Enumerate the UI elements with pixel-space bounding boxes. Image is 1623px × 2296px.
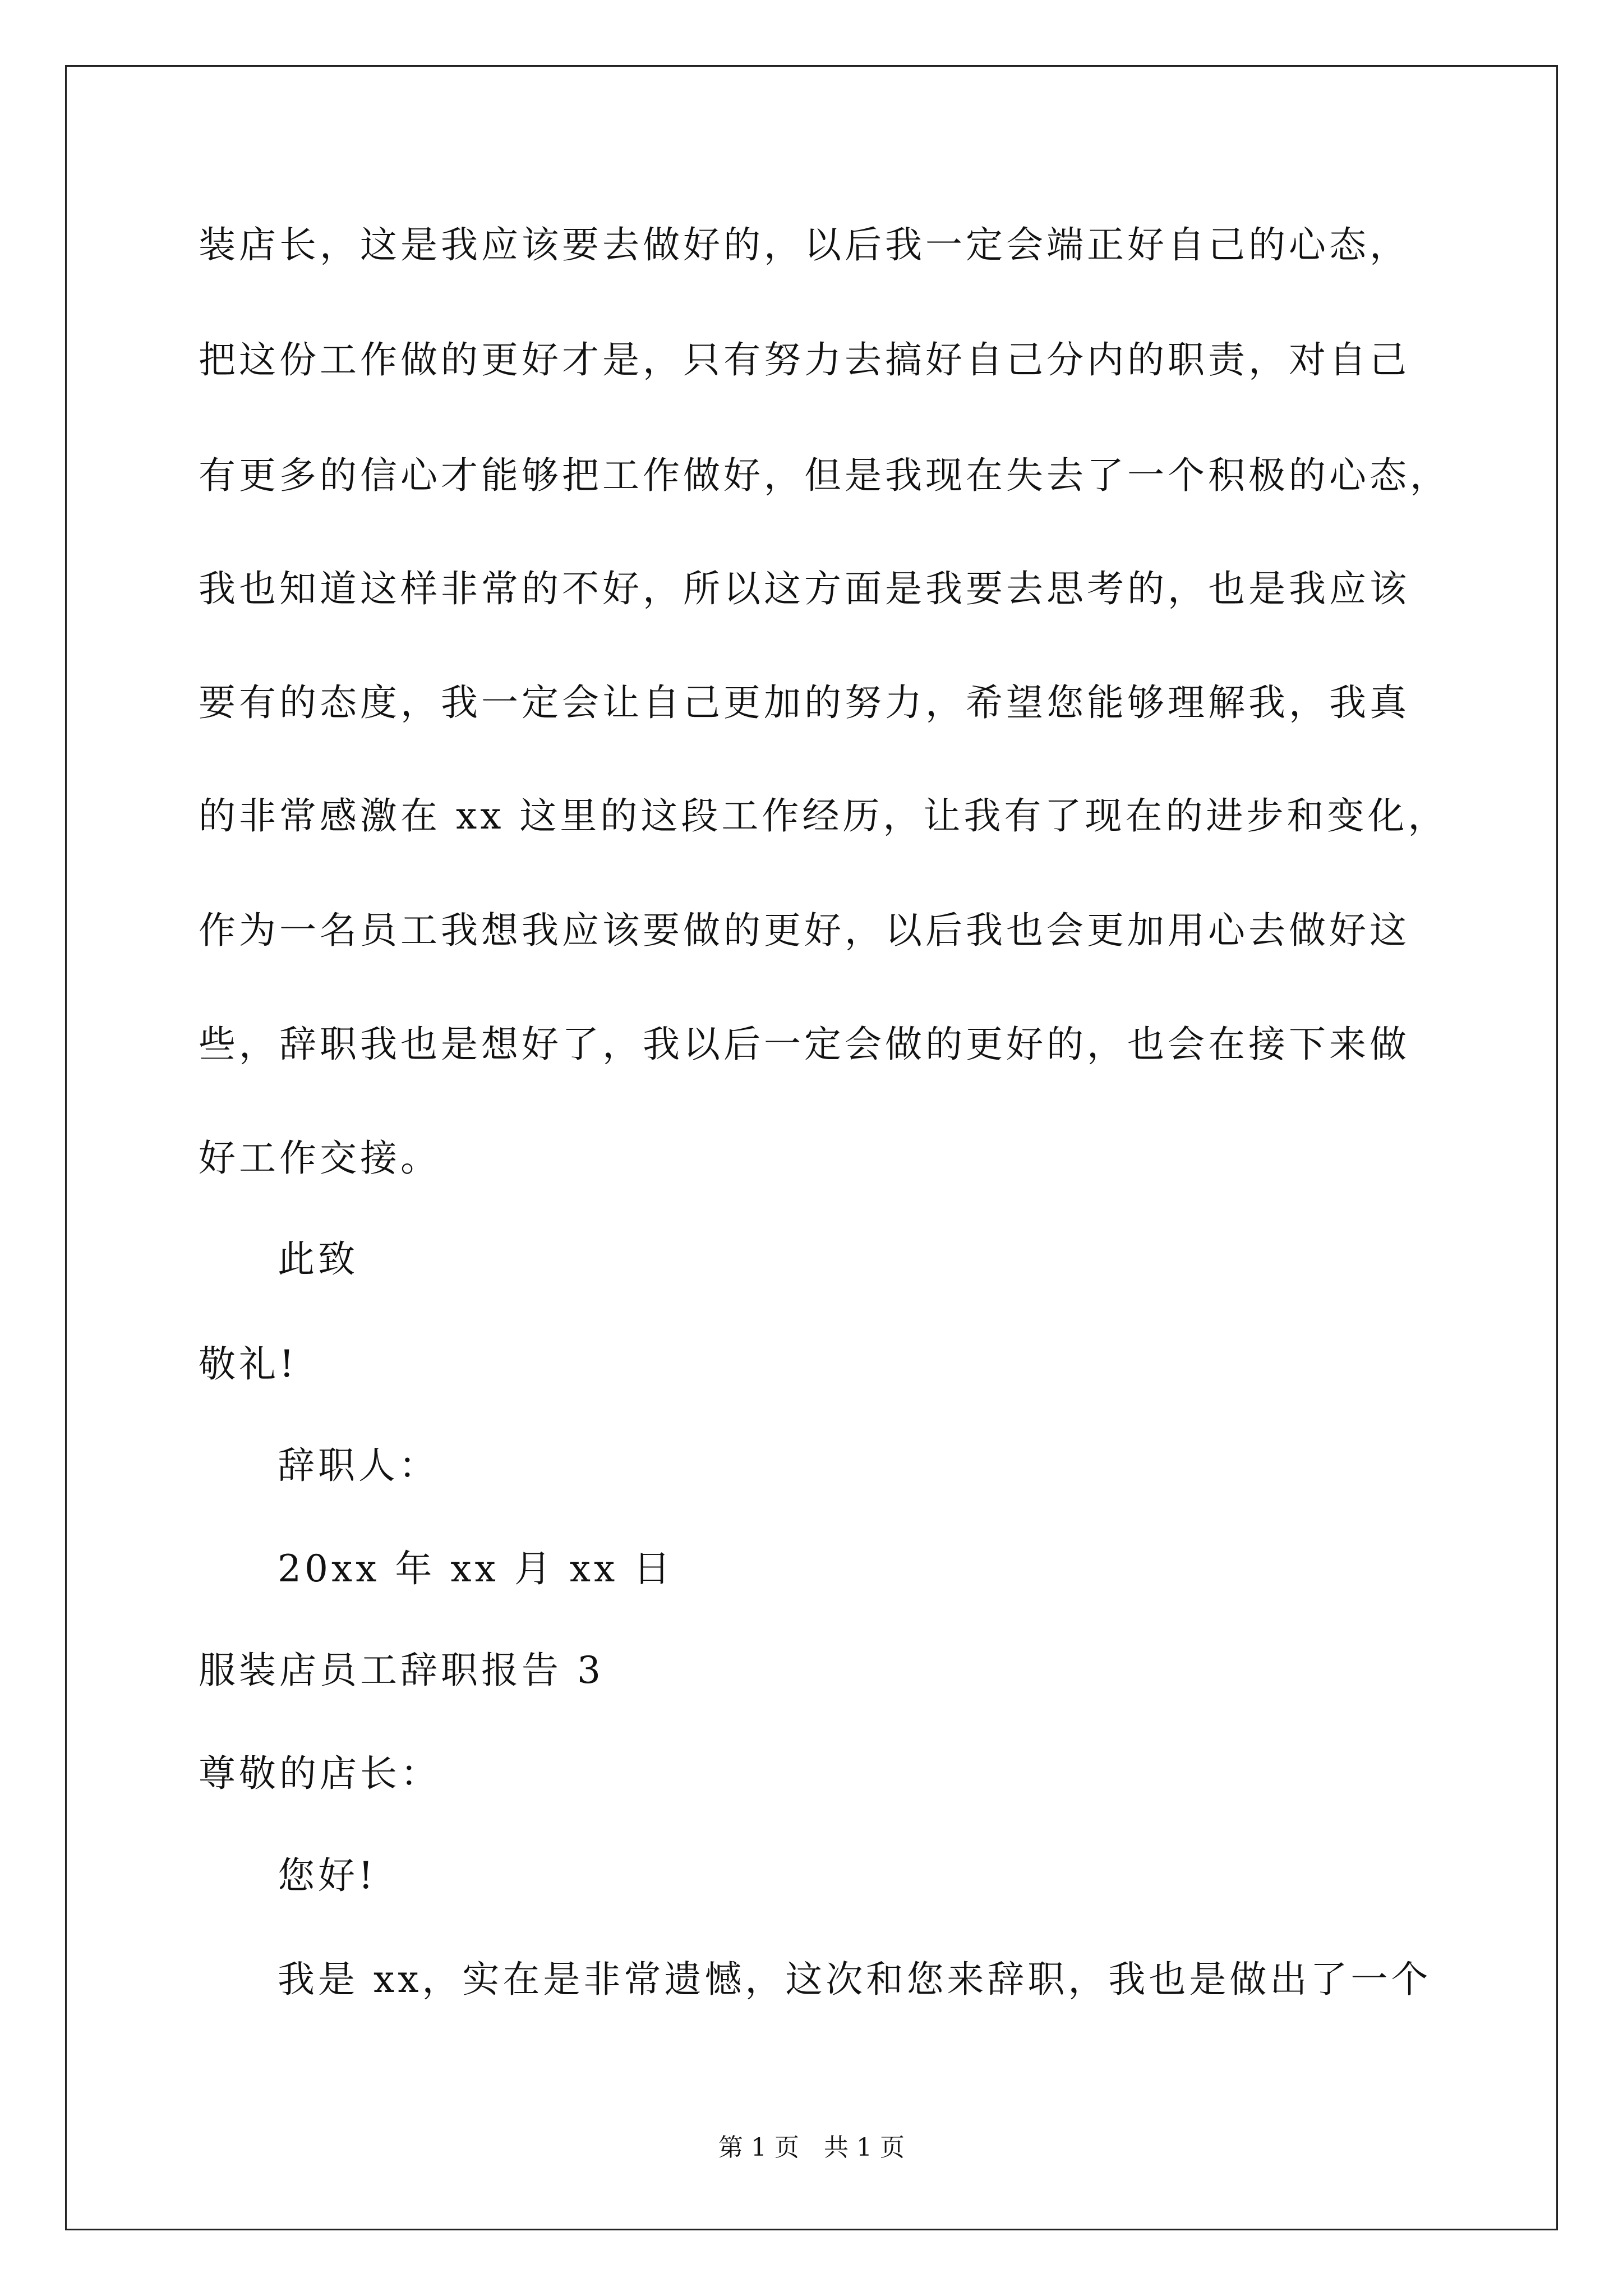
section-title: 服装店员工辞职报告 3 [199,1649,604,1692]
body-line-9: 好工作交接。 [199,1137,441,1180]
last-paragraph-line: 我是 xx，实在是非常遗憾，这次和您来辞职，我也是做出了一个 [278,1958,1432,2001]
body-line-3: 有更多的信心才能够把工作做好，但是我现在失去了一个积极的心态， [199,454,1450,497]
salute-phrase: 敬礼! [199,1342,298,1386]
date-line: 20xx 年 xx 月 xx 日 [278,1547,674,1590]
hello-line: 您好! [278,1854,377,1897]
body-line-4: 我也知道这样非常的不好，所以这方面是我要去思考的，也是我应该 [199,567,1410,610]
body-line-1: 装店长，这是我应该要去做好的，以后我一定会端正好自己的心态， [199,223,1410,266]
body-line-5: 要有的态度，我一定会让自己更加的努力，希望您能够理解我，我真 [199,681,1410,724]
closing-phrase: 此致 [278,1237,358,1281]
signature-label: 辞职人： [278,1444,439,1487]
body-line-6: 的非常感激在 xx 这里的这段工作经历，让我有了现在的进步和变化， [199,794,1449,838]
body-line-2: 把这份工作做的更好才是，只有努力去搞好自己分内的职责，对自己 [199,338,1410,381]
body-line-7: 作为一名员工我想我应该要做的更好，以后我也会更加用心去做好这 [199,909,1410,952]
page-footer: 第 1 页 共 1 页 [718,2133,905,2162]
greeting: 尊敬的店长： [199,1752,441,1795]
body-line-8: 些，辞职我也是想好了，我以后一定会做的更好的，也会在接下来做 [199,1023,1410,1066]
